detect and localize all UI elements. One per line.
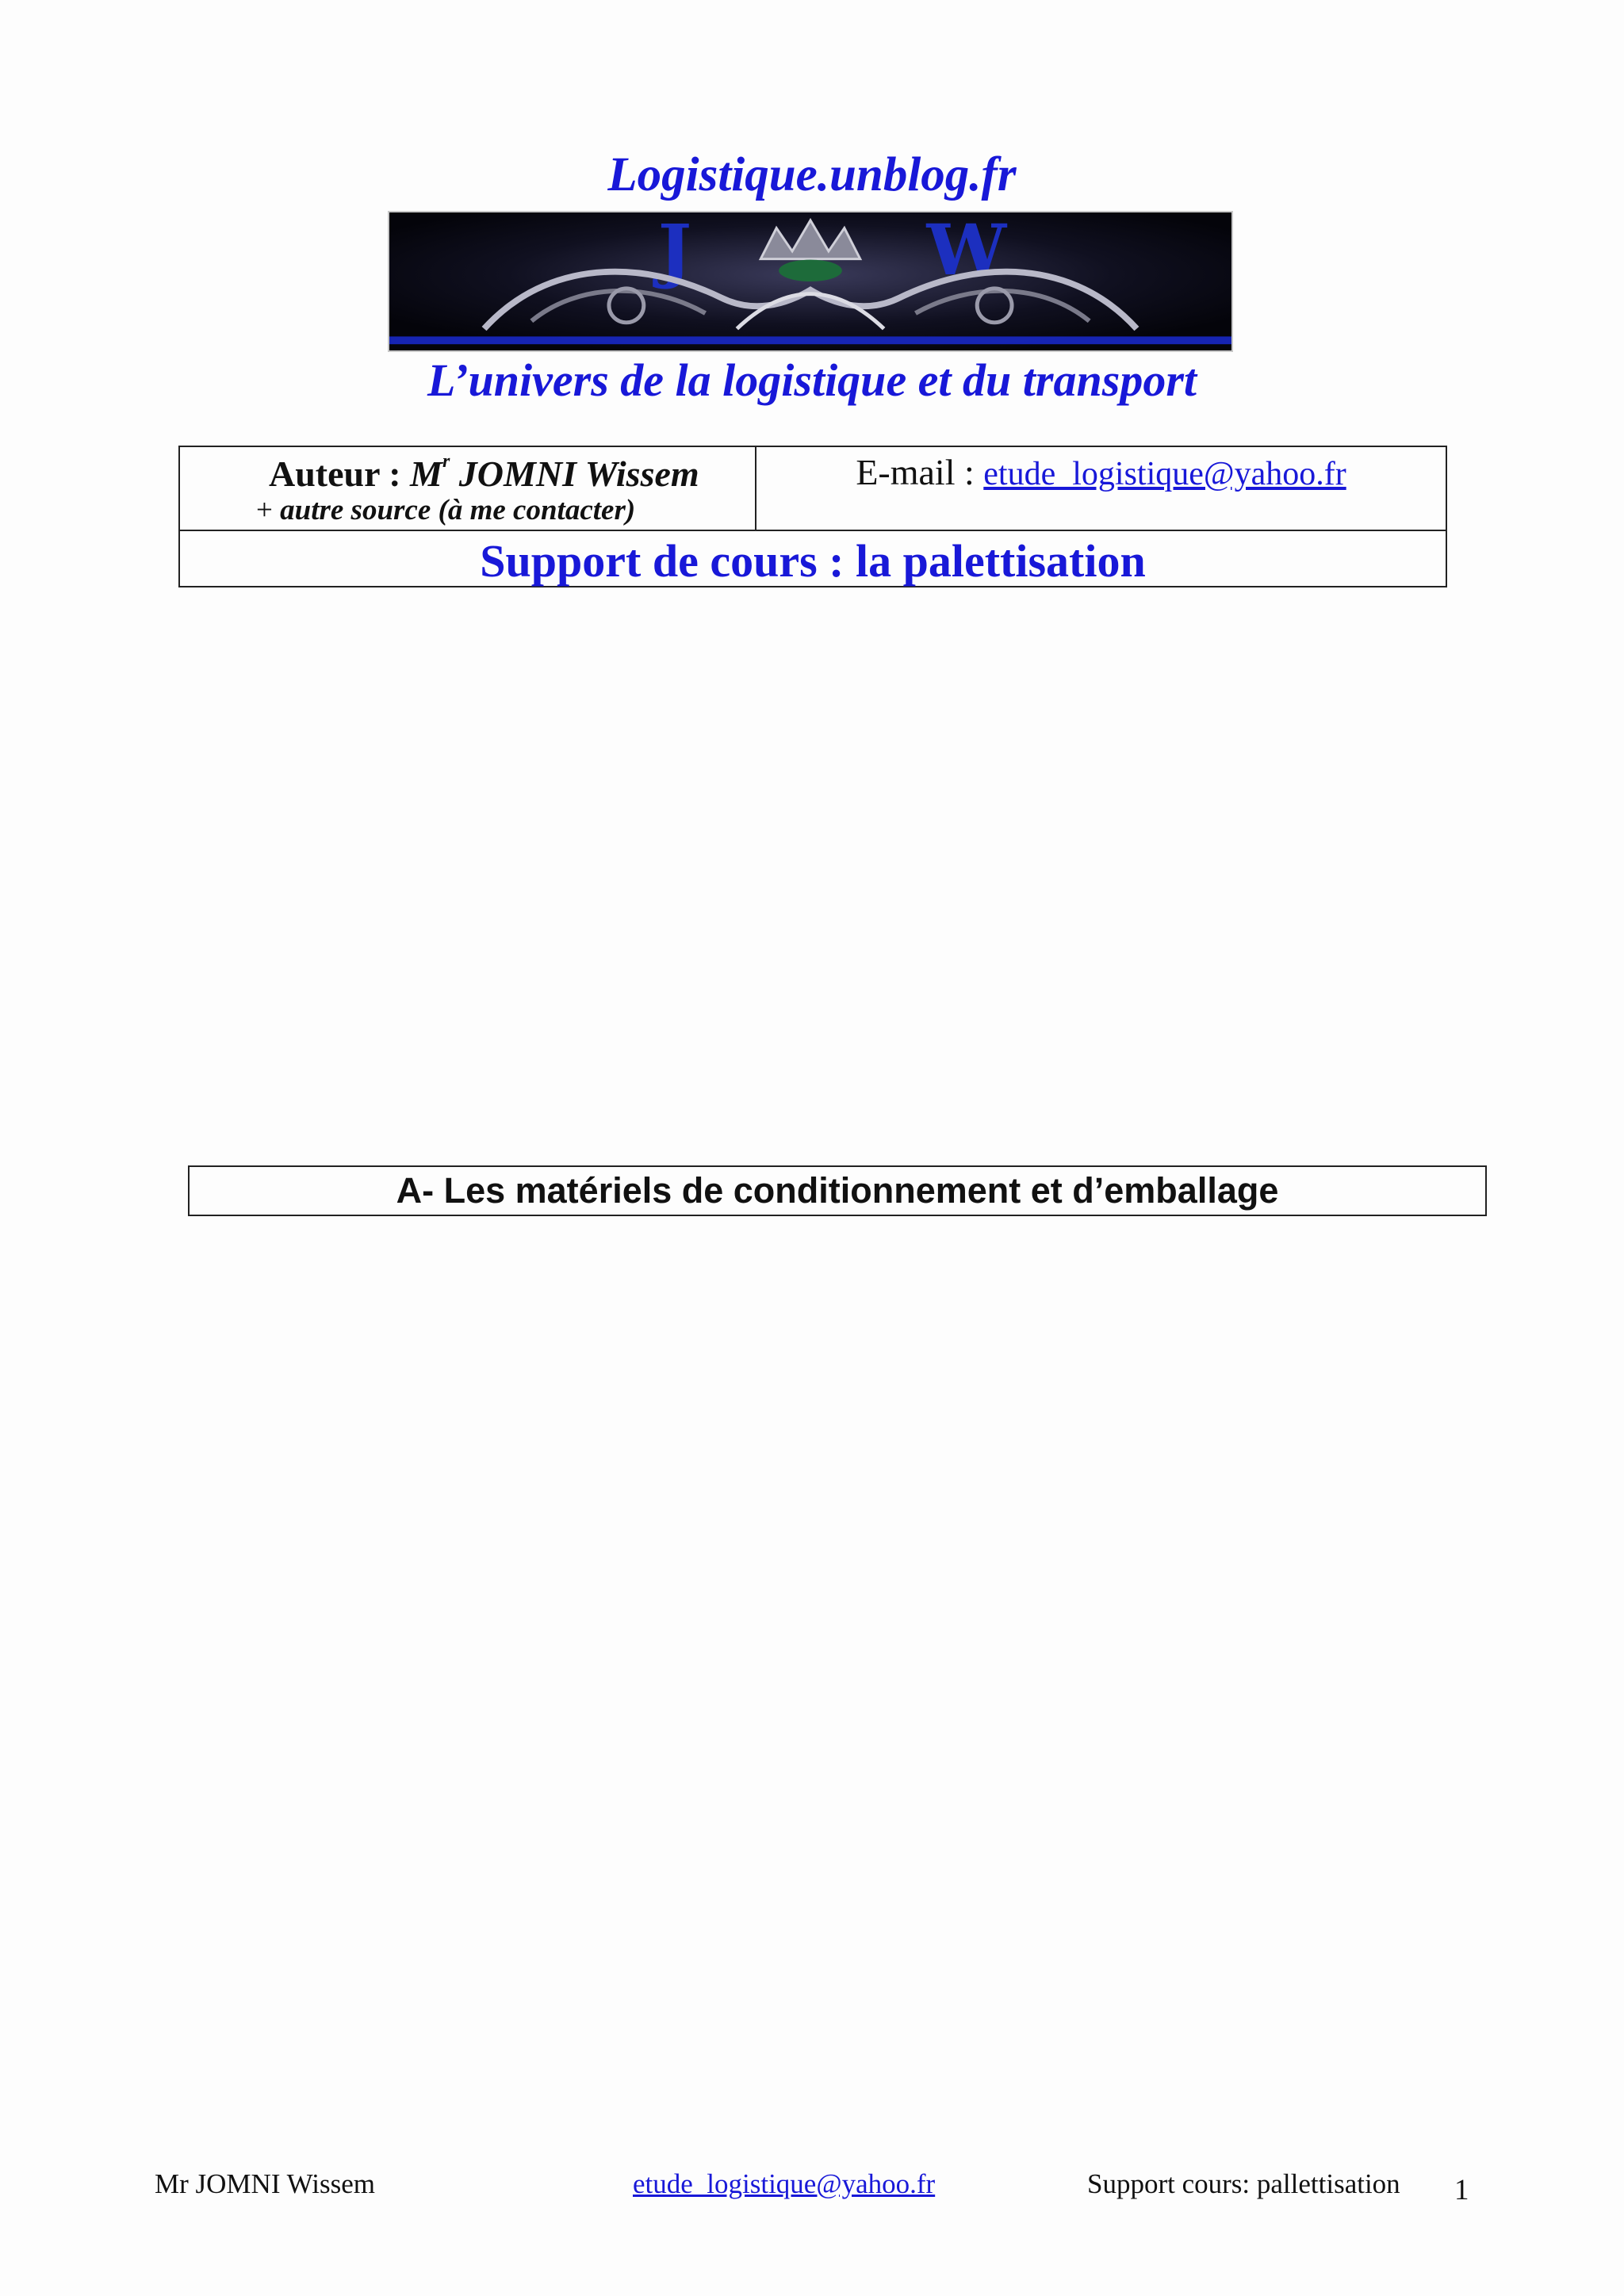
svg-text:J: J [657, 212, 692, 292]
author-label: Auteur : [269, 453, 411, 494]
svg-text:W: W [926, 212, 1007, 292]
row-divider [180, 530, 1446, 531]
tagline: L’univers de la logistique et du transport [427, 354, 1197, 406]
footer-author: Mr JOMNI Wissem [155, 2168, 375, 2199]
author-cell [180, 447, 756, 530]
info-table [178, 446, 1447, 587]
email-link[interactable]: etude_logistique@yahoo.fr [983, 456, 1346, 492]
footer-email-link[interactable]: etude_logistique@yahoo.fr [633, 2168, 936, 2199]
author-sub-text: autre source (à me contacter) [280, 494, 636, 526]
author-line [269, 452, 699, 496]
author-prefix: M [410, 453, 442, 494]
author-subtitle [256, 495, 635, 527]
author-surname: JOMNI Wissem [450, 453, 699, 494]
author-prefix-sup: r [442, 451, 450, 472]
crown-ornament-logo-icon [389, 212, 1231, 350]
banner-logo [388, 211, 1233, 352]
email-label: E-mail : [856, 452, 984, 492]
author-sub-plus: + [256, 494, 281, 526]
email-cell [756, 447, 1446, 530]
section-heading: A- Les matériels de conditionnement et d’emballage [188, 1165, 1487, 1216]
page-number: 1 [1454, 2174, 1469, 2206]
author-name [410, 453, 699, 494]
email-row [756, 450, 1446, 494]
course-title: Support de cours : la palettisation [480, 535, 1146, 587]
footer-course: Support cours: pallettisation [1087, 2168, 1400, 2199]
site-title: Logistique.unblog.fr [607, 148, 1017, 201]
